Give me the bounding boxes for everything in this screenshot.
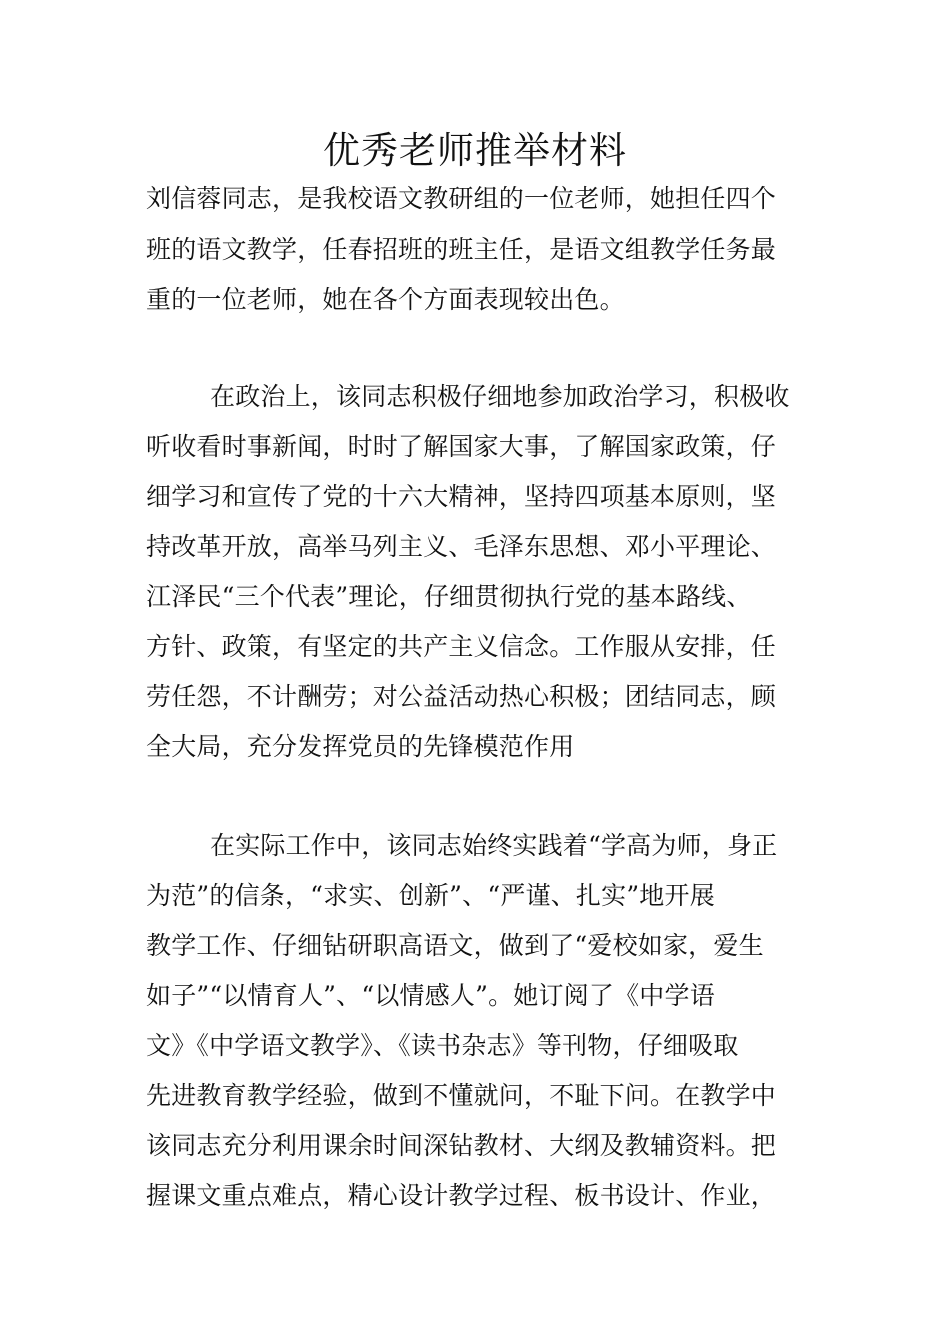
paragraph-1-line-1: 刘信蓉同志，是我校语文教研组的一位老师，她担任四个 <box>146 184 777 213</box>
paragraph-2-line-6: 方针、政策，有坚定的共产主义信念。工作服从安排，任 <box>146 632 777 661</box>
paragraph-2-line-1: 在政治上，该同志积极仔细地参加政治学习，积极收 <box>210 382 790 411</box>
paragraph-2-line-4: 持改革开放，高举马列主义、毛泽东思想、邓小平理论、 <box>146 532 777 561</box>
paragraph-2-line-2: 听收看时事新闻，时时了解国家大事，了解国家政策，仔 <box>146 432 777 461</box>
paragraph-2-line-8: 全大局，充分发挥党员的先锋模范作用 <box>146 732 575 761</box>
paragraph-3-line-5: 文》《中学语文教学》、《读书杂志》等刊物，仔细吸取 <box>146 1031 739 1060</box>
paragraph-2-line-5: 江泽民“三个代表”理论，仔细贯彻执行党的基本路线、 <box>146 582 752 611</box>
paragraph-3-line-8: 握课文重点难点，精心设计教学过程、板书设计、作业， <box>146 1181 777 1210</box>
paragraph-3-line-1: 在实际工作中，该同志始终实践着“学高为师，身正 <box>210 831 778 860</box>
paragraph-2-line-7: 劳任怨，不计酬劳；对公益活动热心积极；团结同志，顾 <box>146 682 777 711</box>
paragraph-3-line-3: 教学工作、仔细钻研职高语文，做到了“爱校如家，爱生 <box>146 931 764 960</box>
paragraph-1-line-2: 班的语文教学，任春招班的班主任，是语文组教学任务最 <box>146 235 777 264</box>
paragraph-3-line-6: 先进教育教学经验，做到不懂就问，不耻下问。在教学中 <box>146 1081 777 1110</box>
paragraph-2-line-3: 细学习和宣传了党的十六大精神，坚持四项基本原则，坚 <box>146 482 777 511</box>
paragraph-1-line-3: 重的一位老师，她在各个方面表现较出色。 <box>146 285 625 314</box>
paragraph-3-line-4: 如子”“以情育人”、“以情感人”。她订阅了《中学语 <box>146 981 715 1010</box>
paragraph-3-line-2: 为范”的信条，“求实、创新”、“严谨、扎实”地开展 <box>146 881 715 910</box>
document-title: 优秀老师推举材料 <box>323 129 627 172</box>
paragraph-3-line-7: 该同志充分利用课余时间深钻教材、大纲及教辅资料。把 <box>146 1131 777 1160</box>
